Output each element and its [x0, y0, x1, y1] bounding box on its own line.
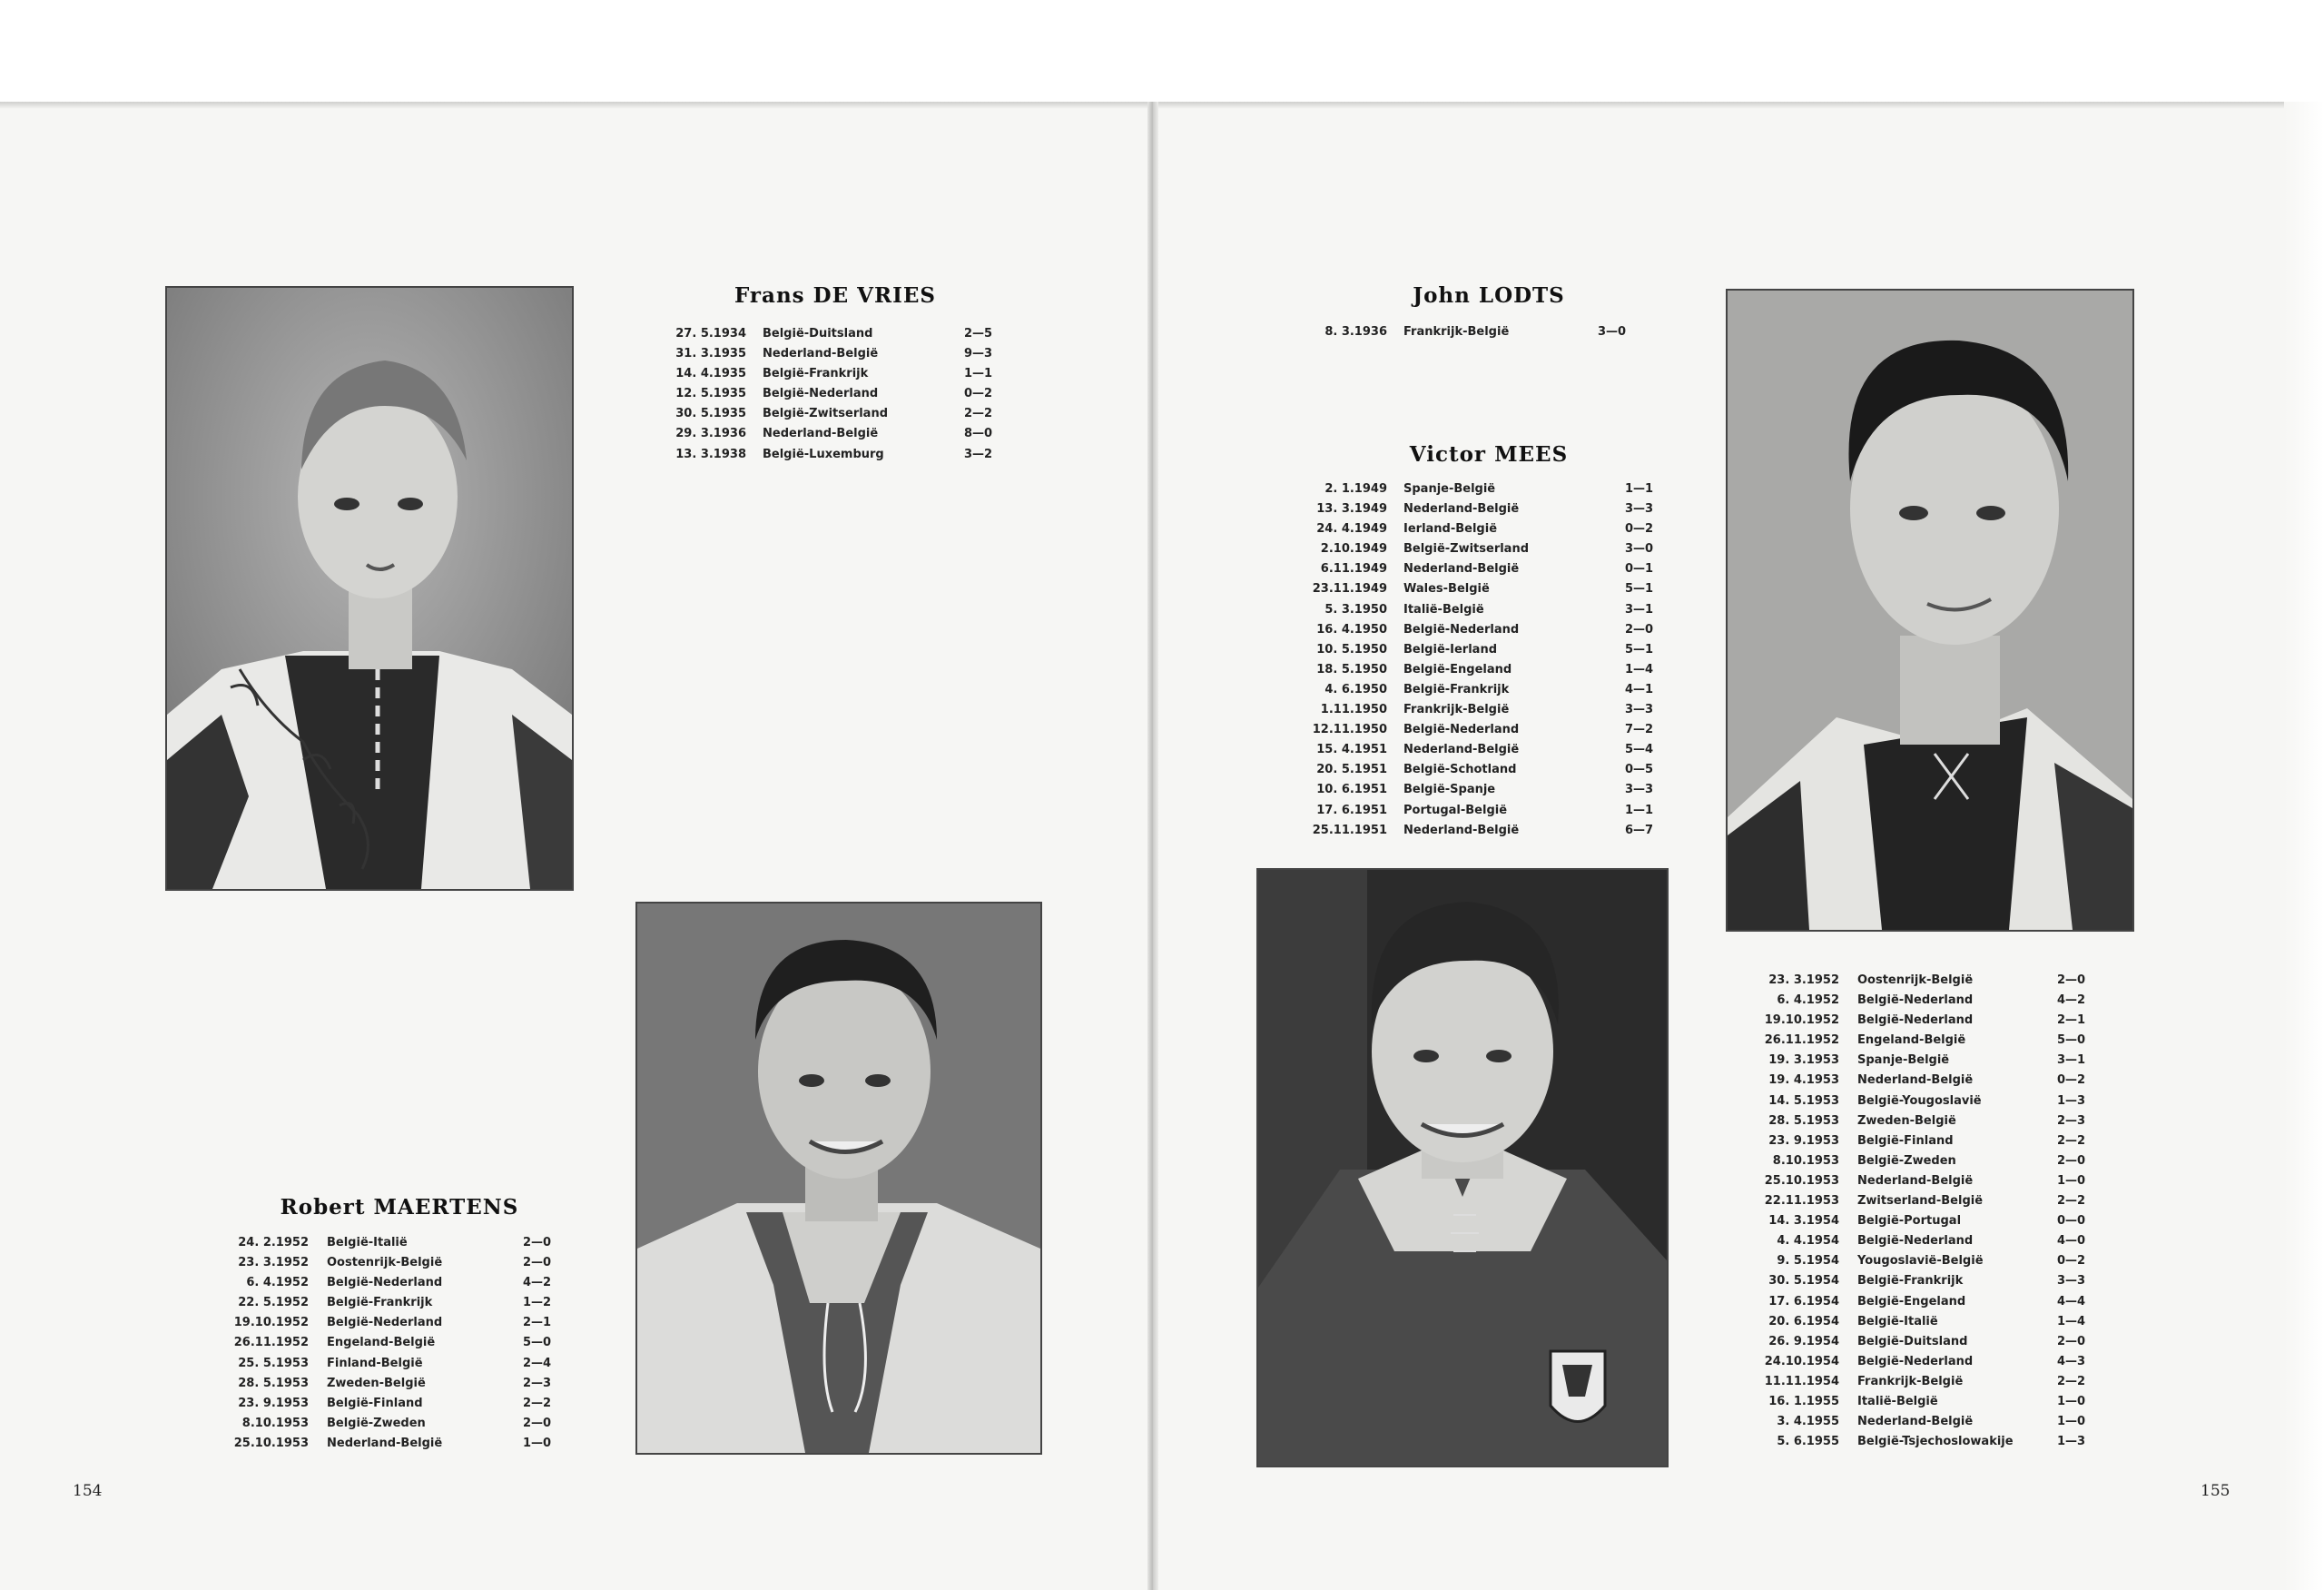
match-fixture: België-Luxemburg: [763, 447, 884, 461]
match-row: [672, 384, 999, 404]
match-fixture: België-Nederland: [1857, 993, 1974, 1008]
match-score: 1—2: [523, 1296, 552, 1310]
match-row: [1307, 559, 1661, 579]
match-date: 6.11.1949: [1320, 562, 1387, 577]
match-score: 5—0: [2057, 1033, 2086, 1048]
match-row: [672, 324, 999, 344]
match-row: [1761, 1051, 2106, 1071]
match-row: [231, 1333, 576, 1353]
match-date: 24. 4.1949: [1316, 522, 1387, 537]
match-row: [231, 1313, 576, 1333]
match-score: 0—1: [1625, 562, 1654, 577]
match-score: 0—2: [2057, 1254, 2086, 1269]
match-score: 3—1: [1625, 602, 1654, 617]
match-score: 4—1: [1625, 682, 1654, 696]
match-date: 24.10.1954: [1764, 1354, 1839, 1368]
match-row: [231, 1374, 576, 1394]
match-date: 17. 6.1951: [1316, 803, 1387, 817]
match-score: 3—1: [2057, 1053, 2086, 1068]
match-row: [1761, 1372, 2106, 1392]
match-date: 16. 4.1950: [1316, 622, 1387, 637]
match-row: [1761, 1352, 2106, 1372]
match-fixture: België-Nederland: [1403, 622, 1520, 637]
match-date: 23. 9.1953: [1768, 1133, 1839, 1148]
match-date: 23. 3.1952: [1768, 973, 1839, 987]
match-score: 1—4: [1625, 662, 1654, 676]
match-score: 4—2: [523, 1276, 552, 1290]
player-name-lodts: [1362, 283, 1616, 308]
player-photo-lodts: [1726, 289, 2134, 932]
match-score: 5—1: [1625, 582, 1654, 597]
match-row: [1761, 1111, 2106, 1131]
match-score: 1—3: [2057, 1435, 2086, 1449]
match-date: 26.11.1952: [233, 1336, 309, 1350]
match-row: [672, 404, 999, 424]
match-row: [231, 1273, 576, 1293]
match-row: [1761, 1191, 2106, 1211]
match-row: [1761, 1071, 2106, 1091]
match-date: 14. 4.1935: [675, 367, 746, 381]
match-row: [231, 1293, 576, 1313]
match-table-lodts: [1307, 322, 1634, 342]
player-photo-de-vries: [165, 286, 574, 891]
match-row: [1307, 740, 1661, 760]
match-row: [1761, 1432, 2106, 1452]
match-fixture: Nederland-België: [1403, 562, 1520, 577]
match-table-mees: [1307, 479, 1661, 841]
match-score: 2—1: [2057, 1013, 2086, 1028]
match-row: [1307, 499, 1661, 519]
page-right-edge: [2284, 102, 2324, 1590]
match-row: [231, 1394, 576, 1414]
match-row: [1307, 700, 1661, 720]
match-score: 1—1: [964, 367, 993, 381]
page-number-left: 154: [73, 1482, 103, 1500]
match-row: [1307, 640, 1661, 660]
match-score: 2—0: [2057, 973, 2086, 987]
match-date: 28. 5.1953: [238, 1376, 309, 1390]
match-row: [231, 1434, 576, 1454]
match-fixture: België-Nederland: [1857, 1234, 1974, 1249]
match-score: 3—0: [1598, 325, 1627, 339]
match-score: 2—2: [2057, 1194, 2086, 1209]
match-score: 1—0: [2057, 1394, 2086, 1408]
match-fixture: Frankrijk-België: [1403, 703, 1510, 717]
match-fixture: België-Spanje: [1403, 783, 1496, 797]
match-date: 5. 3.1950: [1324, 602, 1387, 617]
match-fixture: België-Ierland: [1403, 642, 1498, 657]
match-fixture: Zweden-België: [327, 1376, 426, 1390]
match-score: 1—0: [2057, 1173, 2086, 1188]
match-row: [1761, 1091, 2106, 1111]
match-score: 2—5: [964, 327, 993, 341]
match-fixture: België-Schotland: [1403, 763, 1517, 777]
match-fixture: Nederland-België: [1403, 502, 1520, 517]
match-date: 4. 4.1954: [1777, 1234, 1839, 1249]
match-score: 0—0: [2057, 1214, 2086, 1229]
match-fixture: Nederland-België: [327, 1436, 443, 1450]
match-score: 2—0: [523, 1256, 552, 1270]
match-fixture: Portugal-België: [1403, 803, 1508, 817]
match-score: 1—1: [1625, 803, 1654, 817]
match-fixture: Frankrijk-België: [1403, 325, 1510, 339]
player-name-maertens: [245, 1195, 554, 1220]
match-score: 3—0: [1625, 542, 1654, 557]
match-row: [231, 1354, 576, 1374]
match-date: 8.10.1953: [1772, 1153, 1839, 1168]
match-row: [1307, 322, 1634, 342]
match-row: [1307, 620, 1661, 640]
match-fixture: België-Nederland: [1403, 723, 1520, 737]
match-fixture: Italië-België: [1403, 602, 1484, 617]
match-score: 3—3: [2057, 1274, 2086, 1289]
match-date: 24. 2.1952: [238, 1236, 309, 1249]
match-score: 2—3: [2057, 1113, 2086, 1128]
match-fixture: België-Yougoslavië: [1857, 1093, 1982, 1108]
match-fixture: Yougoslavië-België: [1857, 1254, 1984, 1269]
match-score: 2—4: [523, 1356, 552, 1370]
match-fixture: Frankrijk-België: [1857, 1374, 1964, 1388]
match-date: 30. 5.1954: [1768, 1274, 1839, 1289]
match-fixture: België-Italië: [1857, 1314, 1938, 1328]
match-date: 12.11.1950: [1312, 723, 1387, 737]
match-row: [1307, 479, 1661, 499]
match-score: 3—3: [1625, 703, 1654, 717]
match-fixture: België-Finland: [1857, 1133, 1954, 1148]
match-date: 8.10.1953: [241, 1416, 309, 1430]
match-fixture: België-Portugal: [1857, 1214, 1962, 1229]
match-fixture: Nederland-België: [763, 347, 879, 361]
match-date: 13. 3.1938: [675, 447, 746, 461]
match-score: 0—5: [1625, 763, 1654, 777]
match-date: 19.10.1952: [233, 1316, 309, 1330]
match-row: [1761, 1011, 2106, 1031]
match-fixture: België-Zwitserland: [1403, 542, 1530, 557]
match-date: 20. 5.1951: [1316, 763, 1387, 777]
match-fixture: België-Nederland: [327, 1276, 443, 1290]
match-fixture: Nederland-België: [1403, 823, 1520, 837]
player-first-name: Robert: [280, 1195, 366, 1220]
match-date: 25.11.1951: [1312, 823, 1387, 837]
player-last-name: LODTS: [1478, 283, 1565, 308]
match-score: 1—1: [1625, 482, 1654, 496]
match-score: 4—0: [2057, 1234, 2086, 1249]
match-row: [1761, 991, 2106, 1011]
match-date: 3. 4.1955: [1777, 1415, 1839, 1429]
player-last-name: DE VRIES: [812, 283, 936, 308]
match-row: [1761, 1392, 2106, 1412]
match-score: 2—0: [1625, 622, 1654, 637]
match-row: [1307, 539, 1661, 559]
match-date: 11.11.1954: [1764, 1374, 1839, 1388]
match-score: 9—3: [964, 347, 993, 361]
match-fixture: België-Frankrijk: [1403, 682, 1510, 696]
match-score: 2—2: [2057, 1374, 2086, 1388]
match-row: [1761, 1031, 2106, 1051]
match-score: 3—3: [1625, 502, 1654, 517]
match-row: [672, 445, 999, 465]
match-date: 19. 3.1953: [1768, 1053, 1839, 1068]
match-date: 25.10.1953: [233, 1436, 309, 1450]
match-date: 16. 1.1955: [1768, 1394, 1839, 1408]
match-row: [231, 1253, 576, 1273]
match-fixture: Italië-België: [1857, 1394, 1938, 1408]
match-table-de-vries: [672, 324, 999, 465]
match-fixture: België-Italië: [327, 1236, 408, 1249]
match-row: [1307, 760, 1661, 780]
match-row: [1761, 971, 2106, 991]
match-fixture: Oostenrijk-België: [327, 1256, 443, 1270]
match-fixture: België-Nederland: [1857, 1013, 1974, 1028]
match-fixture: Zweden-België: [1857, 1113, 1956, 1128]
match-score: 2—1: [523, 1316, 552, 1330]
match-date: 31. 3.1935: [675, 347, 746, 361]
match-date: 14. 3.1954: [1768, 1214, 1839, 1229]
match-score: 1—3: [2057, 1093, 2086, 1108]
match-date: 26.11.1952: [1764, 1033, 1839, 1048]
page-top-edge: [0, 102, 2324, 109]
match-date: 29. 3.1936: [675, 427, 746, 441]
player-photo-maertens: [635, 902, 1042, 1455]
match-date: 17. 6.1954: [1768, 1294, 1839, 1309]
book-gutter: [1147, 102, 1158, 1590]
match-date: 18. 5.1950: [1316, 662, 1387, 676]
match-score: 2—0: [2057, 1153, 2086, 1168]
match-row: [1761, 1271, 2106, 1291]
match-row: [231, 1233, 576, 1253]
match-date: 13. 3.1949: [1316, 502, 1387, 517]
match-fixture: België-Nederland: [763, 387, 879, 401]
match-row: [1761, 1171, 2106, 1191]
player-first-name: Frans: [734, 283, 805, 308]
match-date: 6. 4.1952: [246, 1276, 309, 1290]
match-fixture: Zwitserland-België: [1857, 1194, 1984, 1209]
match-fixture: Finland-België: [327, 1356, 423, 1370]
match-score: 4—4: [2057, 1294, 2086, 1309]
player-photo-mees: [1256, 868, 1669, 1467]
match-row: [1307, 660, 1661, 680]
match-date: 2. 1.1949: [1324, 482, 1387, 496]
match-score: 8—0: [964, 427, 993, 441]
match-row: [1307, 821, 1661, 841]
match-fixture: België-Zwitserland: [763, 407, 889, 421]
match-fixture: Nederland-België: [1857, 1415, 1974, 1429]
match-fixture: België-Nederland: [327, 1316, 443, 1330]
match-row: [1307, 801, 1661, 821]
match-date: 23. 3.1952: [238, 1256, 309, 1270]
match-row: [1761, 1151, 2106, 1171]
match-score: 1—4: [2057, 1314, 2086, 1328]
match-fixture: België-Zweden: [327, 1416, 426, 1430]
match-fixture: België-Frankrijk: [763, 367, 869, 381]
match-fixture: Spanje-België: [1403, 482, 1496, 496]
match-date: 26. 9.1954: [1768, 1334, 1839, 1348]
match-date: 4. 6.1950: [1324, 682, 1387, 696]
match-date: 22. 5.1952: [238, 1296, 309, 1310]
match-row: [672, 424, 999, 444]
match-date: 8. 3.1936: [1324, 325, 1387, 339]
player-last-name: MAERTENS: [373, 1195, 519, 1220]
match-fixture: Ierland-België: [1403, 522, 1498, 537]
match-fixture: Wales-België: [1403, 582, 1490, 597]
match-fixture: Engeland-België: [327, 1336, 436, 1350]
match-row: [1761, 1231, 2106, 1251]
match-score: 2—2: [2057, 1133, 2086, 1148]
match-row: [1761, 1251, 2106, 1271]
match-date: 10. 5.1950: [1316, 642, 1387, 657]
match-score: 5—1: [1625, 642, 1654, 657]
player-first-name: Victor: [1409, 442, 1487, 467]
match-table-maertens: [231, 1233, 576, 1454]
match-score: 2—2: [964, 407, 993, 421]
match-score: 6—7: [1625, 823, 1654, 837]
match-date: 25. 5.1953: [238, 1356, 309, 1370]
match-row: [1761, 1131, 2106, 1151]
match-row: [1307, 579, 1661, 599]
match-fixture: Engeland-België: [1857, 1033, 1966, 1048]
match-row: [1761, 1332, 2106, 1352]
match-fixture: België-Finland: [327, 1396, 423, 1410]
match-fixture: België-Tsjechoslowakije: [1857, 1435, 2014, 1449]
match-fixture: België-Nederland: [1857, 1354, 1974, 1368]
page-number-right: 155: [2201, 1482, 2230, 1500]
match-row: [1307, 720, 1661, 740]
match-fixture: België-Engeland: [1857, 1294, 1966, 1309]
match-fixture: Nederland-België: [763, 427, 879, 441]
match-score: 1—0: [523, 1436, 552, 1450]
match-fixture: België-Frankrijk: [1857, 1274, 1964, 1289]
match-date: 20. 6.1954: [1768, 1314, 1839, 1328]
match-row: [672, 344, 999, 364]
player-first-name: John: [1413, 283, 1471, 308]
match-date: 30. 5.1935: [675, 407, 746, 421]
match-score: 0—2: [2057, 1073, 2086, 1088]
match-fixture: Nederland-België: [1403, 743, 1520, 757]
match-fixture: België-Engeland: [1403, 662, 1512, 676]
match-row: [231, 1414, 576, 1434]
match-date: 23.11.1949: [1312, 582, 1387, 597]
match-date: 28. 5.1953: [1768, 1113, 1839, 1128]
match-date: 19.10.1952: [1764, 1013, 1839, 1028]
match-date: 19. 4.1953: [1768, 1073, 1839, 1088]
player-last-name: MEES: [1494, 442, 1569, 467]
match-fixture: België-Duitsland: [763, 327, 873, 341]
match-fixture: Nederland-België: [1857, 1173, 1974, 1188]
match-fixture: Oostenrijk-België: [1857, 973, 1974, 987]
match-score: 4—3: [2057, 1354, 2086, 1368]
match-score: 1—0: [2057, 1415, 2086, 1429]
match-date: 15. 4.1951: [1316, 743, 1387, 757]
match-date: 23. 9.1953: [238, 1396, 309, 1410]
match-score: 3—2: [964, 447, 993, 461]
match-date: 10. 6.1951: [1316, 783, 1387, 797]
match-score: 2—0: [523, 1416, 552, 1430]
match-date: 25.10.1953: [1764, 1173, 1839, 1188]
match-score: 2—0: [523, 1236, 552, 1249]
player-name-mees: [1362, 442, 1616, 467]
match-score: 7—2: [1625, 723, 1654, 737]
match-fixture: Spanje-België: [1857, 1053, 1950, 1068]
match-date: 27. 5.1934: [675, 327, 746, 341]
match-date: 12. 5.1935: [675, 387, 746, 401]
match-score: 5—4: [1625, 743, 1654, 757]
match-score: 0—2: [1625, 522, 1654, 537]
match-row: [1307, 780, 1661, 800]
match-fixture: België-Zweden: [1857, 1153, 1956, 1168]
match-table-mees-continued: [1761, 971, 2106, 1452]
match-score: 5—0: [523, 1336, 552, 1350]
match-row: [672, 364, 999, 384]
match-row: [1307, 680, 1661, 700]
match-score: 2—3: [523, 1376, 552, 1390]
match-row: [1761, 1412, 2106, 1432]
match-row: [1307, 600, 1661, 620]
match-row: [1761, 1211, 2106, 1231]
match-score: 2—0: [2057, 1334, 2086, 1348]
match-score: 2—2: [523, 1396, 552, 1410]
match-date: 6. 4.1952: [1777, 993, 1839, 1008]
match-fixture: Nederland-België: [1857, 1073, 1974, 1088]
match-date: 9. 5.1954: [1777, 1254, 1839, 1269]
match-row: [1761, 1292, 2106, 1312]
match-fixture: België-Frankrijk: [327, 1296, 433, 1310]
player-name-de-vries: [690, 283, 980, 308]
match-date: 2.10.1949: [1320, 542, 1387, 557]
match-date: 5. 6.1955: [1777, 1435, 1839, 1449]
match-row: [1761, 1312, 2106, 1332]
match-fixture: België-Duitsland: [1857, 1334, 1968, 1348]
match-date: 1.11.1950: [1320, 703, 1387, 717]
match-score: 3—3: [1625, 783, 1654, 797]
match-date: 14. 5.1953: [1768, 1093, 1839, 1108]
match-score: 0—2: [964, 387, 993, 401]
match-score: 4—2: [2057, 993, 2086, 1008]
match-row: [1307, 519, 1661, 539]
match-date: 22.11.1953: [1764, 1194, 1839, 1209]
